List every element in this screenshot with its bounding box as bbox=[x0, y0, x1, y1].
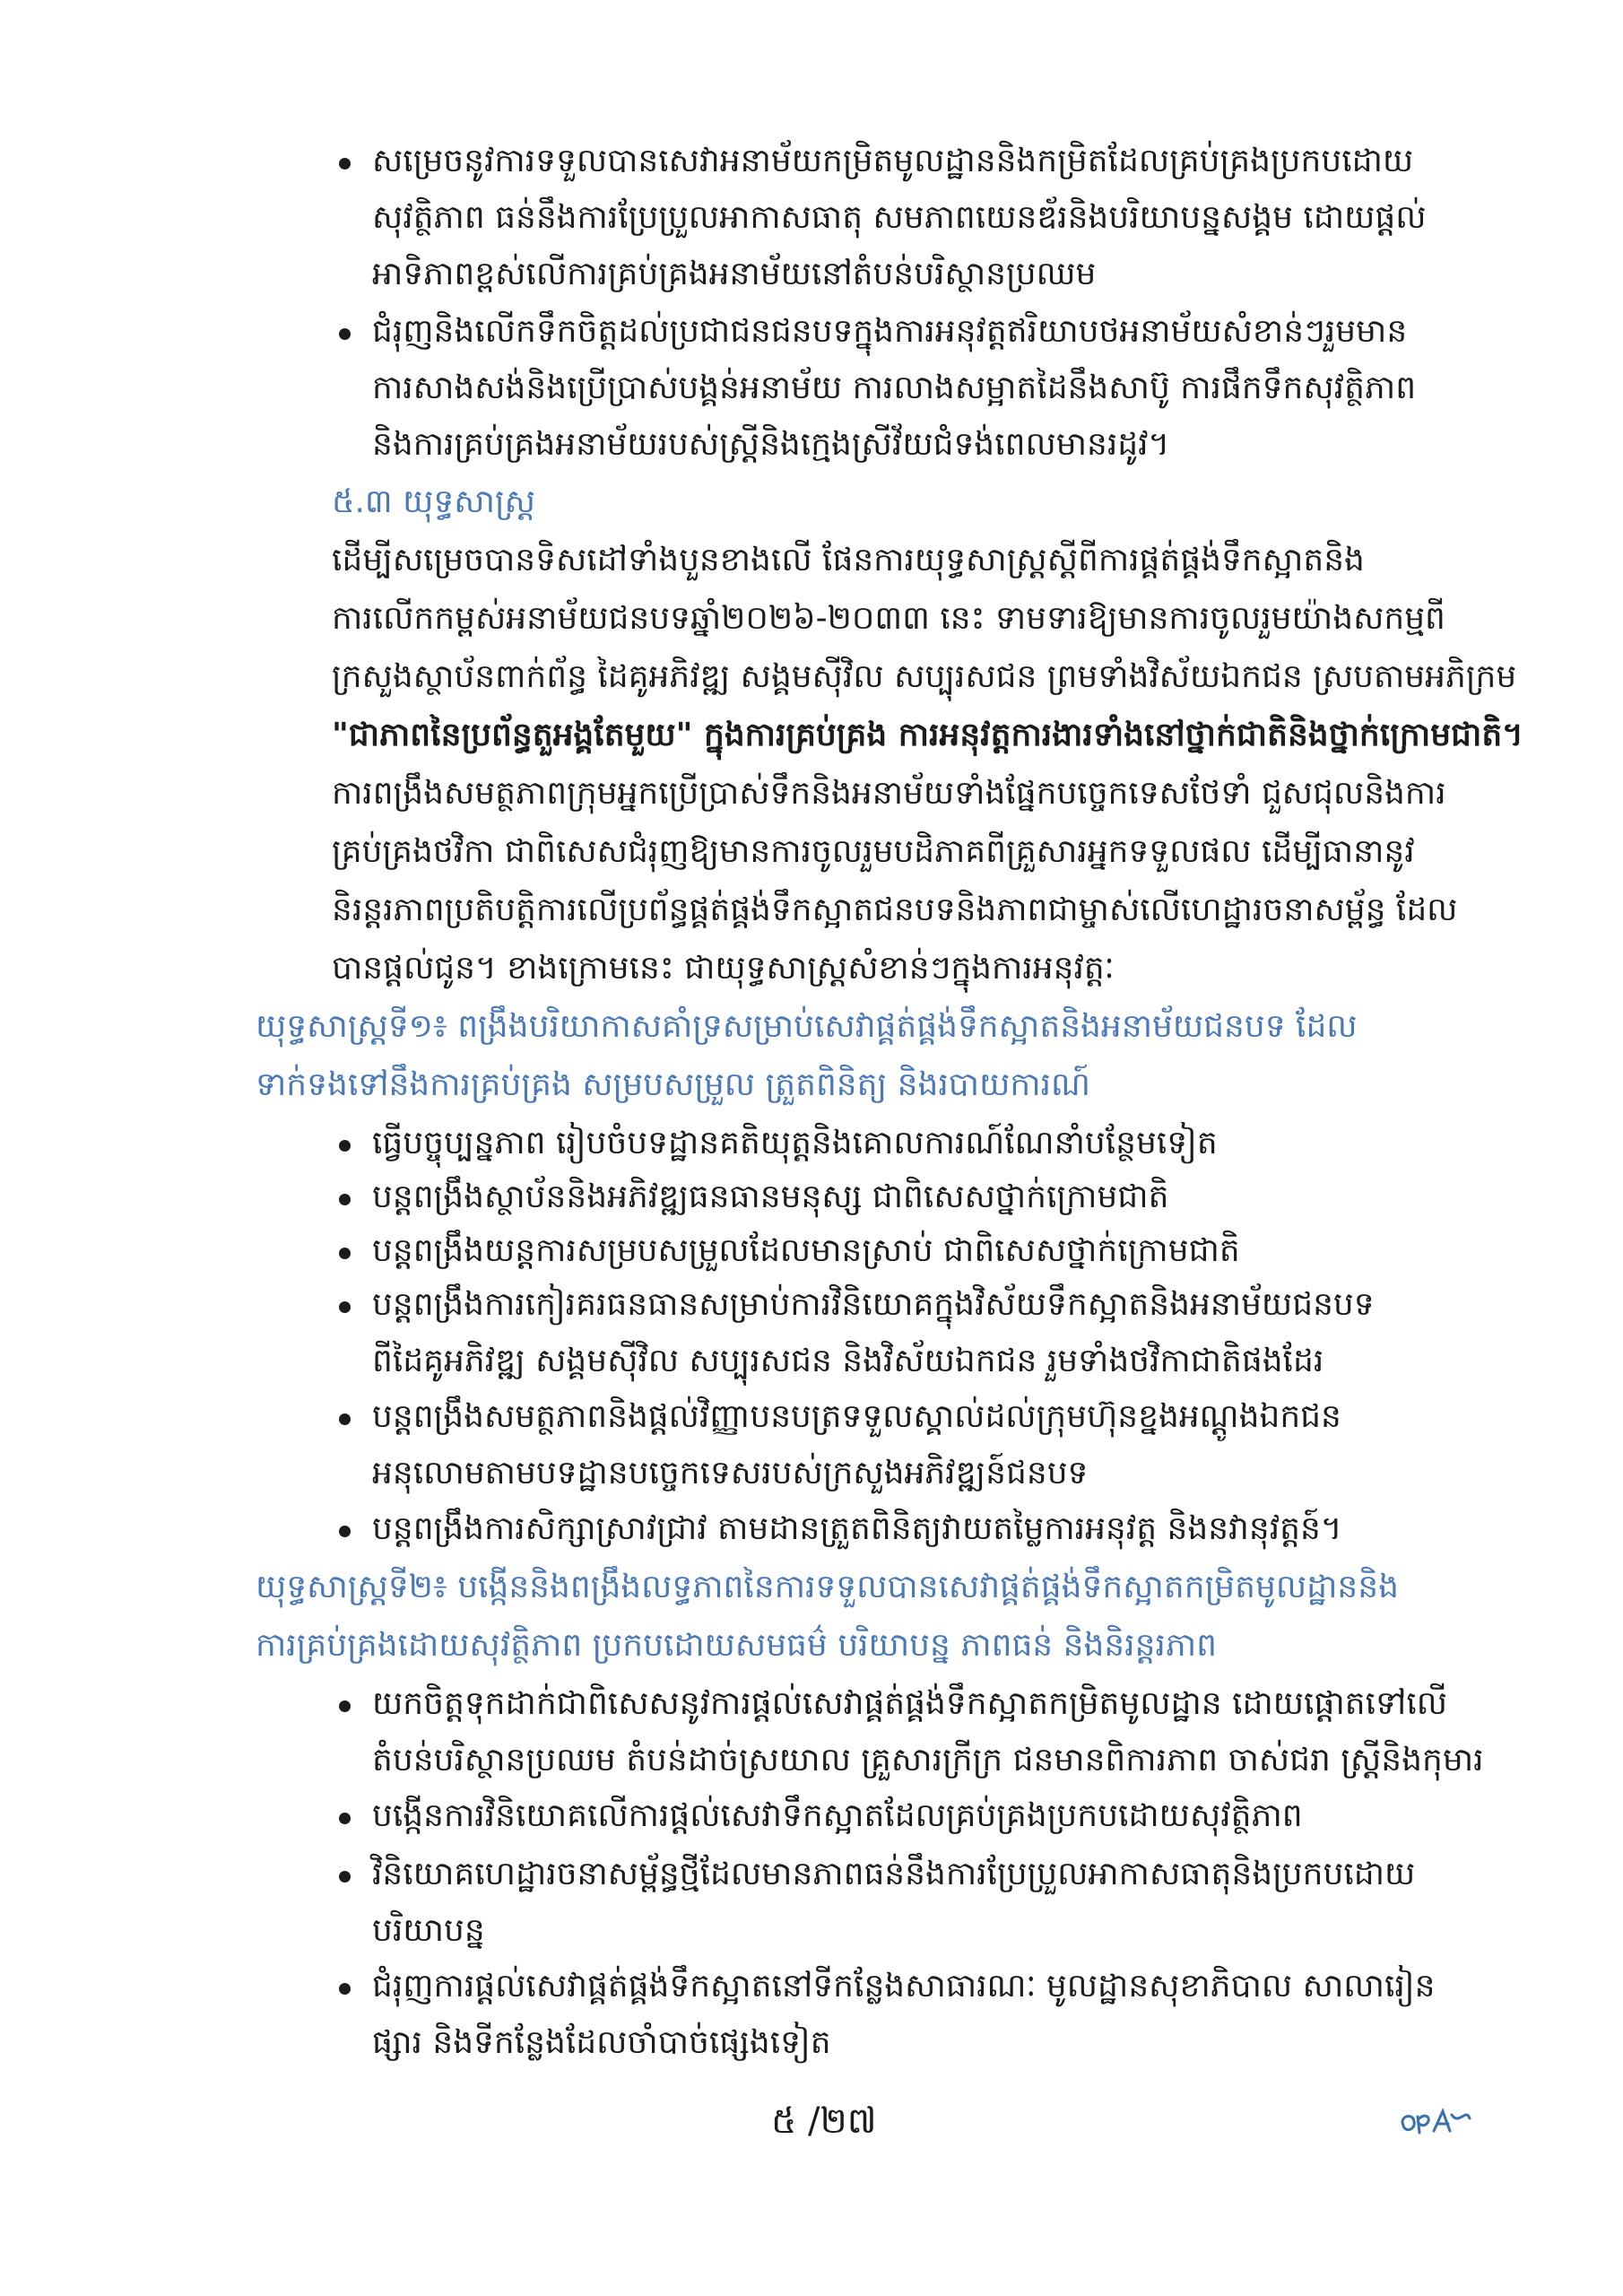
paragraph-line: ការពង្រឹងសមត្ថភាពក្រុមអ្នកប្រើប្រាស់ទឹកនិងអនាម័យទាំងផ្នែកបច្ចេកទេសថែទាំ ជួសជុលនិងការ bbox=[332, 775, 1446, 812]
strategy-1-heading: យុទ្ធសាស្ត្រទី១៖ ពង្រឹងបរិយាកាសគាំទ្រសម្រាប់សេវាផ្គត់ផ្គង់ទឹកស្អាតនិងអនាម័យជនបទ ដែល bbox=[256, 1008, 1358, 1045]
bullet-dot bbox=[339, 1413, 351, 1425]
bullet-dot bbox=[339, 328, 351, 340]
strategy-2-heading: ការគ្រប់គ្រងដោយសុវត្ថិភាព ប្រកបដោយសមធម៌ បរិយាបន្ន ភាពធន់ និងនិរន្តរភាព bbox=[256, 1627, 1217, 1664]
bullet-line: បរិយាបន្ន bbox=[372, 1912, 485, 1949]
paragraph-line: និរន្តរភាពប្រតិបត្តិការលើប្រព័ន្ធផ្គត់ផ្គង់ទឹកស្អាតជនបទនិងភាពជាម្ចាស់លើហេដ្ឋារចនាសម្ព័ន្ធ ដែល bbox=[332, 891, 1458, 928]
bullet-line: បង្កើនការវិនិយោគលើការផ្តល់សេវាទឹកស្អាតដែលគ្រប់គ្រងប្រកបដោយសុវត្ថិភាព bbox=[372, 1797, 1303, 1834]
paragraph-line: បានផ្តល់ជូន។ ខាងក្រោមនេះ ជាយុទ្ធសាស្ត្រសំខាន់ៗក្នុងការអនុវត្តៈ bbox=[332, 950, 1115, 987]
bullet-dot bbox=[339, 1248, 351, 1259]
bullet-dot bbox=[339, 1301, 351, 1313]
bullet-dot bbox=[339, 1813, 351, 1824]
bullet-line: ពីដៃគូអភិវឌ្ឍ សង្គមស៊ីវិល សប្បុរសជន និងវិស័យឯកជន រួមទាំងថវិកាជាតិផងដែរ bbox=[372, 1343, 1324, 1379]
bullet-line: ជំរុញនិងលើកទឹកចិត្តដល់ប្រជាជនជនបទក្នុងការអនុវត្តឥរិយាបថអនាម័យសំខាន់ៗរួមមាន bbox=[372, 313, 1408, 350]
bullet-line: ផ្សារ និងទីកន្លែងដែលចាំបាច់ផ្សេងទៀត bbox=[372, 2024, 831, 2061]
bullet-line: យកចិត្តទុកដាក់ជាពិសេសនូវការផ្តល់សេវាផ្គត់ផ្គង់ទឹកស្អាតកម្រិតមូលដ្ឋាន ដោយផ្តោតទៅលើ bbox=[372, 1685, 1448, 1722]
bullet-line: អាទិភាពខ្ពស់លើការគ្រប់គ្រងអនាម័យនៅតំបន់បរិស្ថានប្រឈម bbox=[372, 256, 1097, 292]
paragraph-line: គ្រប់គ្រងថវិកា ជាពិសេសជំរុញឱ្យមានការចូលរួមបដិភាគពីគ្រួសារអ្នកទទួលផល ដើម្បីធានានូវ bbox=[332, 833, 1415, 870]
paragraph-line: ដើម្បីសម្រេចបានទិសដៅទាំងបួនខាងលើ ផែនការយុទ្ធសាស្ត្រស្តីពីការផ្គត់ផ្គង់ទឹកស្អាតនិង bbox=[332, 542, 1365, 578]
bullet-dot bbox=[339, 158, 351, 170]
bullet-line: ការសាងសង់និងប្រើប្រាស់បង្គន់អនាម័យ ការលាងសម្អាតដៃនឹងសាប៊ូ ការផឹកទឹកសុវត្ថិភាព bbox=[372, 370, 1417, 406]
section-heading: ៥.៣ យុទ្ធសាស្ត្រ bbox=[332, 483, 535, 520]
bullet-dot bbox=[339, 1871, 351, 1883]
paragraph-line: ក្រសួងស្ថាប័នពាក់ព័ន្ធ ដៃគូអភិវឌ្ឍ សង្គមស៊ីវិល សប្បុរសជន ព្រមទាំងវិស័យឯកជន ស្របតាមអភិក្រម bbox=[332, 658, 1517, 695]
bullet-line: និងការគ្រប់គ្រងអនាម័យរបស់ស្ត្រីនិងក្មេងស្រីវ័យជំទង់ពេលមានរដូវ។ bbox=[372, 426, 1170, 463]
page-number: ៥ /២៧ bbox=[771, 2100, 877, 2142]
bullet-line: តំបន់បរិស្ថានប្រឈម តំបន់ដាច់ស្រយាល គ្រួសារក្រីក្រ ជនមានពិការភាព ចាស់ជរា ស្ត្រីនិងកុមារ bbox=[372, 1742, 1484, 1779]
bullet-line: បន្តពង្រឹងស្ថាប័ននិងអភិវឌ្ឍធនធានមនុស្ស ជាពិសេសថ្នាក់ក្រោមជាតិ bbox=[372, 1178, 1169, 1215]
bullet-dot bbox=[339, 1700, 351, 1712]
paragraph-line: ការលើកកម្ពស់អនាម័យជនបទឆ្នាំ២០២៦-២០៣៣ នេះ ទាមទារឱ្យមានការចូលរួមយ៉ាងសកម្មពី bbox=[332, 600, 1445, 637]
strategy-2-heading: យុទ្ធសាស្ត្រទី២៖ បង្កើននិងពង្រឹងលទ្ធភាពនៃការទទួលបានសេវាផ្គត់ផ្គង់ទឹកស្អាតកម្រិតមូលដ្ឋាននិង bbox=[256, 1569, 1399, 1605]
bullet-line: បន្តពង្រឹងសមត្ថភាពនិងផ្តល់វិញ្ញាបនបត្រទទួលស្គាល់ដល់ក្រុមហ៊ុនខ្នងអណ្តូងឯកជន bbox=[372, 1398, 1341, 1435]
bullet-line: សុវត្ថិភាព ធន់នឹងការប្រែប្រួលអាកាសធាតុ សមភាពយេនឌ័រនិងបរិយាបន្នសង្គម ដោយផ្តល់ bbox=[372, 199, 1427, 236]
bullet-line: បន្តពង្រឹងការសិក្សាស្រាវជ្រាវ តាមដានត្រួតពិនិត្យវាយតម្លៃការអនុវត្ត និងនវានុវត្តន៍។ bbox=[372, 1510, 1342, 1547]
bullet-line: សម្រេចនូវការទទួលបានសេវាអនាម័យកម្រិតមូលដ្ឋាននិងកម្រិតដែលគ្រប់គ្រងប្រកបដោយ bbox=[372, 143, 1414, 179]
bullet-dot bbox=[339, 1194, 351, 1205]
initials-signature-mark bbox=[1394, 2099, 1475, 2144]
bullet-line: បន្តពង្រឹងការកៀរគរធនធានសម្រាប់ការវិនិយោគក្នុងវិស័យទឹកស្អាតនិងអនាម័យជនបទ bbox=[372, 1286, 1375, 1323]
bullet-line: បន្តពង្រឹងយន្តការសម្របសម្រួលដែលមានស្រាប់ ជាពិសេសថ្នាក់ក្រោមជាតិ bbox=[372, 1232, 1240, 1269]
bullet-line: វិនិយោគហេដ្ឋារចនាសម្ព័ន្ធថ្មីដែលមានភាពធន់នឹងការប្រែប្រួលអាកាសធាតុនិងប្រកបដោយ bbox=[372, 1856, 1416, 1892]
bullet-dot bbox=[339, 1983, 351, 1995]
strategy-1-heading: ទាក់ទងទៅនឹងការគ្រប់គ្រង សម្របសម្រួល ត្រួតពិនិត្យ និងរបាយការណ៍ bbox=[256, 1066, 1090, 1103]
bullet-line: ជំរុញការផ្តល់សេវាផ្គត់ផ្គង់ទឹកស្អាតនៅទីកន្លែងសាធារណៈ មូលដ្ឋានសុខាភិបាល សាលារៀន bbox=[372, 1968, 1436, 2005]
bullet-line: អនុលោមតាមបទដ្ឋានបច្ចេកទេសរបស់ក្រសួងអភិវឌ្ឍន៍ជនបទ bbox=[372, 1455, 1089, 1492]
paragraph-line: "ជាភាពនៃប្រព័ន្ធតួអង្គតែមួយ" ក្នុងការគ្រប់គ្រង ការអនុវត្តការងារទាំងនៅថ្នាក់ជាតិនិងថ្នាក់ក្រោមជាតិ។ bbox=[332, 717, 1523, 753]
bullet-line: ធ្វើបច្ចុប្បន្នភាព រៀបចំបទដ្ឋានគតិយុត្តនិងគោលការណ៍ណែនាំបន្ថែមទៀត bbox=[372, 1125, 1218, 1161]
bullet-dot bbox=[339, 1526, 351, 1537]
bullet-dot bbox=[339, 1140, 351, 1152]
